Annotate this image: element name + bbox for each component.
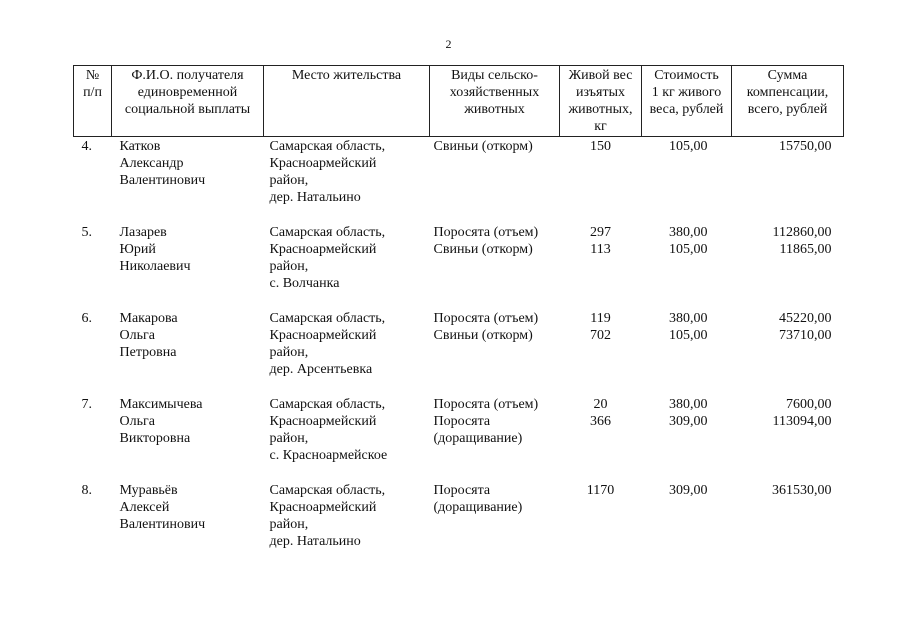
price-per-kg: 380,00 105,00: [669, 225, 708, 257]
compensation-total: 15750,00: [779, 139, 832, 154]
table-row: [74, 137, 844, 225]
header-live-weight: Живой вес изъятых животных, кг: [560, 66, 642, 137]
animal-types: Поросята (отъем) Свиньи (откорм): [433, 225, 539, 257]
recipient-name: Макарова Ольга Петровна: [119, 311, 178, 360]
compensation-total: 7600,00 113094,00: [772, 397, 832, 429]
header-residence: Место жительства: [264, 66, 430, 137]
row-number: 7.: [81, 397, 92, 412]
row-number: 6.: [81, 311, 92, 326]
table-row: [74, 310, 844, 396]
row-number: 5.: [81, 225, 92, 240]
residence: Самарская область, Красноармейский район, дер. Натальино: [269, 483, 386, 549]
header-number: № п/п: [74, 66, 112, 137]
animal-types: Поросята (отъем) Свиньи (откорм): [433, 311, 539, 343]
header-animal-types: Виды сельско- хозяйственных животных: [430, 66, 560, 137]
residence: Самарская область, Красноармейский район, с. Волчанка: [269, 225, 386, 291]
live-weight: 119 702: [590, 311, 611, 343]
live-weight: 1170: [586, 483, 615, 498]
price-per-kg: 380,00 309,00: [669, 397, 708, 429]
animal-types: Поросята (отъем) Поросята (доращивание): [433, 397, 539, 446]
animal-types: Поросята (доращивание): [433, 483, 523, 515]
recipient-name: Максимычева Ольга Викторовна: [119, 397, 203, 446]
header-recipient-name: Ф.И.О. получателя единовременной социальной выплаты: [112, 66, 264, 137]
live-weight: 150: [590, 139, 611, 154]
recipient-name: Муравьёв Алексей Валентинович: [119, 483, 206, 532]
table-header-row: [74, 66, 844, 137]
compensation-table: [73, 65, 844, 568]
live-weight: 20 366: [590, 397, 611, 429]
page-number: 2: [445, 37, 452, 51]
residence: Самарская область, Красноармейский район, дер. Натальино: [269, 139, 386, 205]
compensation-total: 45220,00 73710,00: [779, 311, 832, 343]
recipient-name: Лазарев Юрий Николаевич: [119, 225, 191, 274]
table-row: [74, 224, 844, 310]
header-compensation-total: Сумма компенсации, всего, рублей: [732, 66, 844, 137]
header-price-per-kg: Стоимость 1 кг живого веса, рублей: [642, 66, 732, 137]
recipient-name: Катков Александр Валентинович: [119, 139, 206, 188]
row-number: 8.: [81, 483, 92, 498]
compensation-total: 112860,00 11865,00: [772, 225, 832, 257]
live-weight: 297 113: [590, 225, 611, 257]
price-per-kg: 380,00 105,00: [669, 311, 708, 343]
price-per-kg: 105,00: [669, 139, 708, 154]
compensation-total: 361530,00: [772, 483, 832, 498]
residence: Самарская область, Красноармейский район, дер. Арсентьевка: [269, 311, 386, 377]
residence: Самарская область, Красноармейский район, с. Красноармейское: [269, 397, 388, 463]
table-row: [74, 482, 844, 568]
table-row: [74, 396, 844, 482]
animal-types: Свиньи (откорм): [433, 139, 533, 154]
price-per-kg: 309,00: [669, 483, 708, 498]
row-number: 4.: [81, 139, 92, 154]
